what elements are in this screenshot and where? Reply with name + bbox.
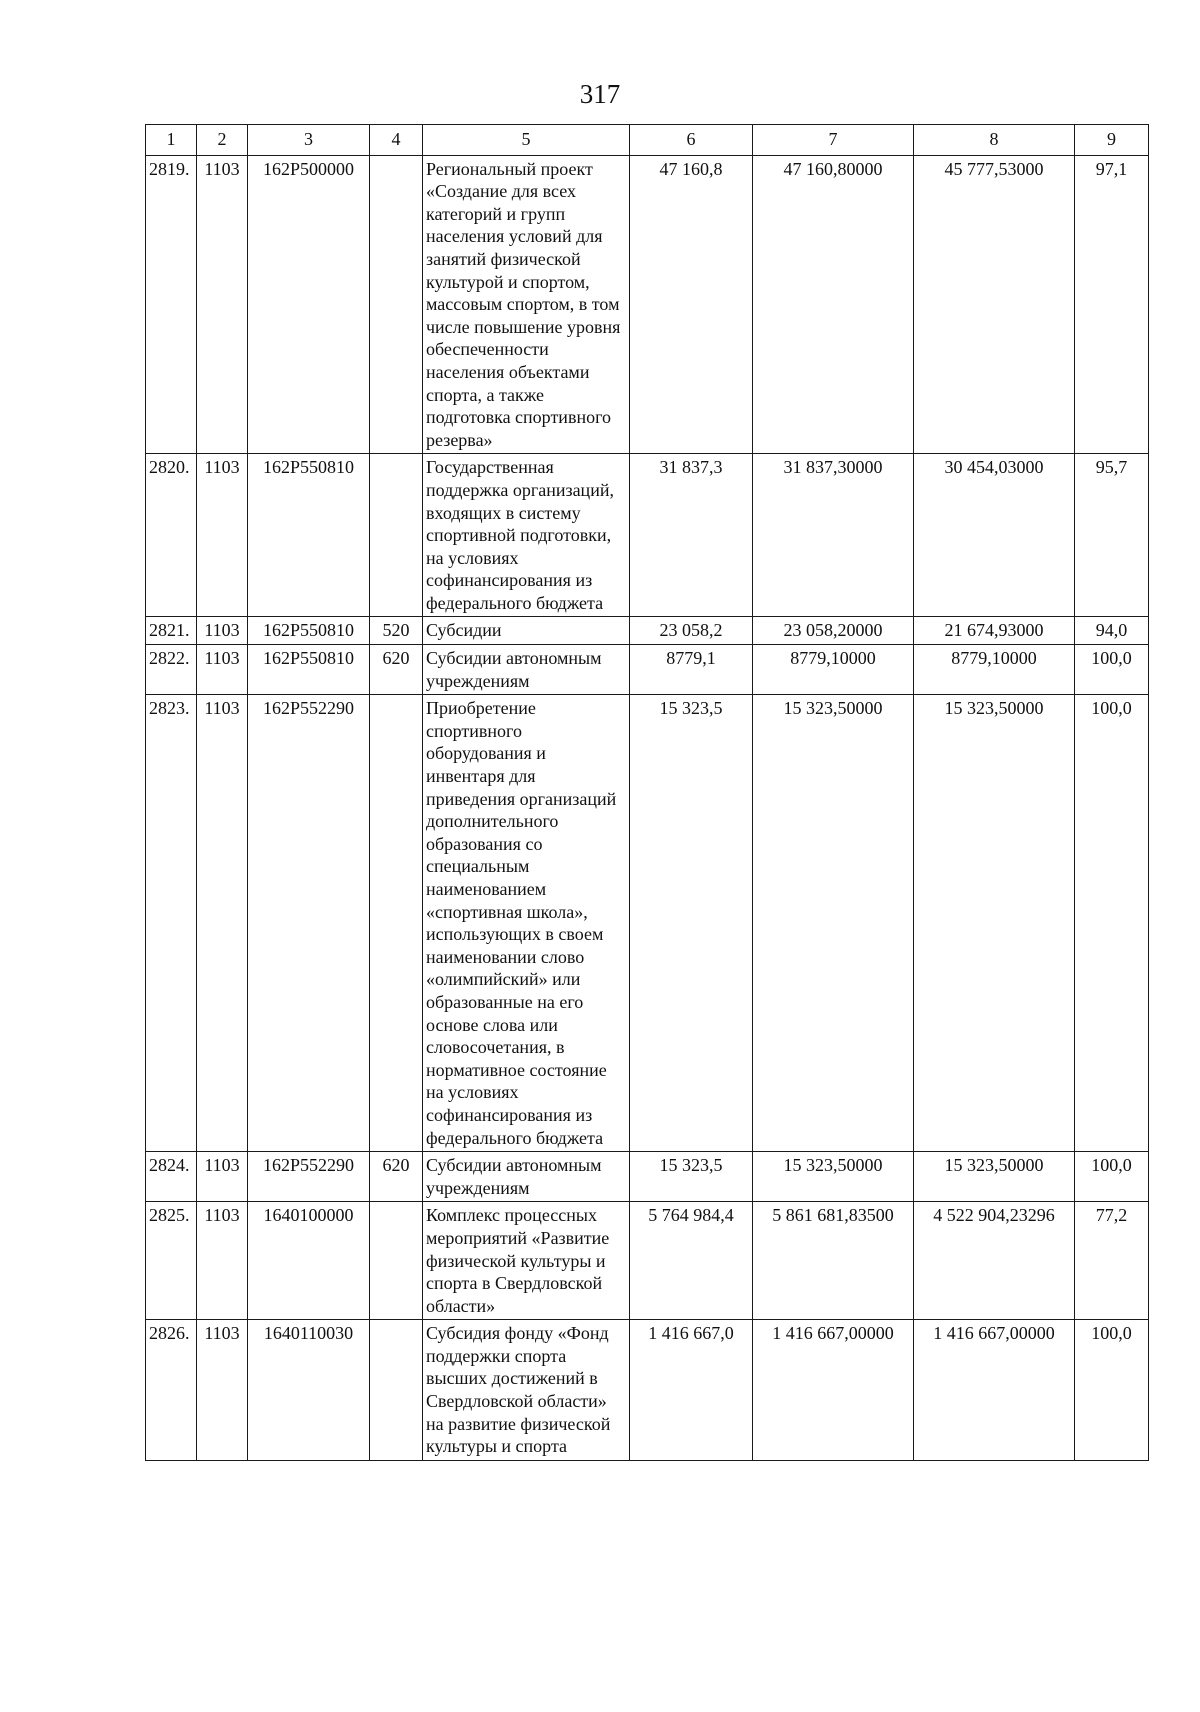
column-header: 9 [1075,125,1149,156]
section-code: 1103 [197,1320,248,1461]
target-code: 162P550810 [248,645,370,695]
table-header-row [146,125,1149,156]
value-col8: 1 416 667,00000 [914,1320,1075,1461]
expense-kind [370,1320,423,1461]
row-number: 2819. [146,155,197,454]
column-header: 2 [197,125,248,156]
expense-kind: 520 [370,617,423,645]
page-number: 317 [579,79,621,109]
row-number: 2821. [146,617,197,645]
item-name: Субсидии автономным учреждениям [423,1152,630,1202]
table-row [146,1320,1149,1461]
value-col7: 1 416 667,00000 [753,1320,914,1461]
value-col7: 23 058,20000 [753,617,914,645]
section-code: 1103 [197,155,248,454]
expense-kind: 620 [370,1152,423,1202]
percent-col9: 100,0 [1075,1320,1149,1461]
value-col6: 15 323,5 [630,695,753,1152]
item-name: Субсидии автономным учреждениям [423,645,630,695]
target-code: 1640100000 [248,1202,370,1320]
value-col7: 15 323,50000 [753,1152,914,1202]
row-number: 2825. [146,1202,197,1320]
section-code: 1103 [197,617,248,645]
column-header: 1 [146,125,197,156]
expense-kind [370,454,423,617]
column-header: 3 [248,125,370,156]
value-col8: 21 674,93000 [914,617,1075,645]
percent-col9: 97,1 [1075,155,1149,454]
value-col7: 15 323,50000 [753,695,914,1152]
section-code: 1103 [197,695,248,1152]
value-col6: 8779,1 [630,645,753,695]
target-code: 162P552290 [248,1152,370,1202]
percent-col9: 77,2 [1075,1202,1149,1320]
item-name: Региональный проект «Создание для всех категорий и групп населения условий для занятий физической культурой и спортом, массовым спортом, в том числе повышение уровня обеспеченности населения объектами спорта, а также подготовка спортивного резерва» [423,155,630,454]
section-code: 1103 [197,1152,248,1202]
value-col8: 4 522 904,23296 [914,1202,1075,1320]
value-col8: 45 777,53000 [914,155,1075,454]
value-col8: 15 323,50000 [914,695,1075,1152]
row-number: 2822. [146,645,197,695]
table-row [146,155,1149,454]
value-col7: 5 861 681,83500 [753,1202,914,1320]
table-row [146,645,1149,695]
value-col7: 31 837,30000 [753,454,914,617]
value-col8: 8779,10000 [914,645,1075,695]
item-name: Субсидия фонду «Фонд поддержки спорта высших достижений в Свердловской области» на развитие физической культуры и спорта [423,1320,630,1461]
section-code: 1103 [197,645,248,695]
value-col6: 31 837,3 [630,454,753,617]
item-name: Комплекс процессных мероприятий «Развитие физической культуры и спорта в Свердловской области» [423,1202,630,1320]
expense-kind [370,695,423,1152]
table-row [146,454,1149,617]
row-number: 2820. [146,454,197,617]
row-number: 2826. [146,1320,197,1461]
section-code: 1103 [197,454,248,617]
row-number: 2824. [146,1152,197,1202]
expense-kind [370,155,423,454]
value-col8: 15 323,50000 [914,1152,1075,1202]
column-header: 4 [370,125,423,156]
value-col6: 1 416 667,0 [630,1320,753,1461]
column-header: 8 [914,125,1075,156]
expense-kind [370,1202,423,1320]
percent-col9: 100,0 [1075,645,1149,695]
target-code: 162P550810 [248,617,370,645]
percent-col9: 94,0 [1075,617,1149,645]
value-col6: 47 160,8 [630,155,753,454]
percent-col9: 100,0 [1075,695,1149,1152]
item-name: Государственная поддержка организаций, входящих в систему спортивной подготовки, на условиях софинансирования из федерального бюджета [423,454,630,617]
item-name: Субсидии [423,617,630,645]
value-col8: 30 454,03000 [914,454,1075,617]
table-row [146,1202,1149,1320]
value-col7: 8779,10000 [753,645,914,695]
column-header: 5 [423,125,630,156]
value-col7: 47 160,80000 [753,155,914,454]
value-col6: 15 323,5 [630,1152,753,1202]
value-col6: 5 764 984,4 [630,1202,753,1320]
item-name: Приобретение спортивного оборудования и инвентаря для приведения организаций дополнительного образования со специальным наименованием «спортивная школа», использующих в своем наименовании слово «олимпийский» или образованные на его основе слова или словосочетания, в нормативное состояние на условиях софинансирования из федерального бюджета [423,695,630,1152]
table-row [146,617,1149,645]
table-row [146,1152,1149,1202]
percent-col9: 100,0 [1075,1152,1149,1202]
target-code: 162P500000 [248,155,370,454]
target-code: 162P550810 [248,454,370,617]
section-code: 1103 [197,1202,248,1320]
table-row [146,695,1149,1152]
percent-col9: 95,7 [1075,454,1149,617]
target-code: 162P552290 [248,695,370,1152]
column-header: 7 [753,125,914,156]
column-header: 6 [630,125,753,156]
expense-kind: 620 [370,645,423,695]
target-code: 1640110030 [248,1320,370,1461]
row-number: 2823. [146,695,197,1152]
value-col6: 23 058,2 [630,617,753,645]
budget-table [145,124,1149,1461]
